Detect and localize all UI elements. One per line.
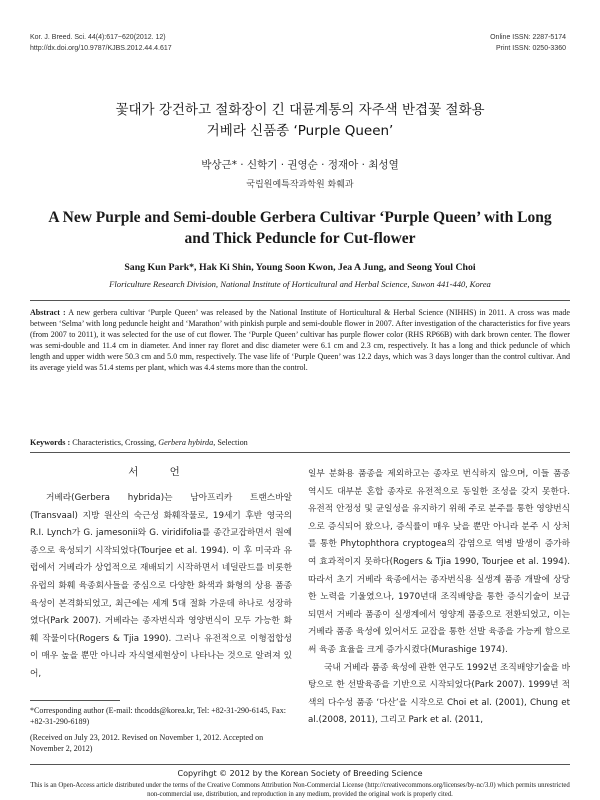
- korean-title-line2: 거베라 신품종 ‘Purple Queen’: [206, 123, 394, 139]
- english-title: [30, 207, 570, 249]
- english-authors: Sang Kun Park*, Hak Ki Shin, Young Soon Kwon, Jea A Jung, and Seong Youl Choi: [124, 262, 476, 273]
- korean-title: [0, 100, 600, 142]
- doi-link[interactable]: http://dx.doi.org/10.9787/KJBS.2012.44.4.617: [30, 45, 172, 52]
- keywords-italic: Gerbera hybirda: [158, 438, 214, 447]
- footnote-rule: [30, 700, 120, 701]
- print-issn: Print ISSN: 0250-3360: [495, 45, 566, 52]
- keywords-label: Keywords :: [30, 438, 71, 447]
- english-title-line2: and Thick Peduncle for Cut-flower: [184, 230, 416, 247]
- abstract-text: A new gerbera cultivar ‘Purple Queen’ was released by the National Institute of Horticultural & Herbal Science (NIHHS) in 2011. A cross was made between ‘Selma’ with long peduncle height and ‘Marathon’ with pinkish purple and semi-double flower in 2007. After investigation of the characteristics for five years (from 2007 to 2011), it was selected for the use of cut flower. The ‘Purple Queen’ cultivar has purple flower color (RHS RP66B) with dark brown center. The flower was semi-double and 11.4 cm in diameter. And inner ray floret and disc diameter were 6.1 cm and 2.3 cm, respectively. It has a long and thick peduncle of which length and upper width were 50.3 cm and 5.0 mm, respectively. The vase life of ‘Purple Queen’ was 12.2 days, which was 3 days longer than the control cultivar. And its average yield was 51.4 stems per plant, which was 4.4 stems more than the control.: [30, 308, 571, 373]
- abstract-label: Abstract :: [30, 308, 66, 317]
- journal-citation: Kor. J. Breed. Sci. 44(4):617~620(2012. 12): [30, 34, 166, 41]
- license-notice: This is an Open-Access article distributed under the terms of the Creative Commons Attribution Non-Commercial License (http://creativecommons.org/licenses/by-nc/3.0) which permits unrestricted non-commercial use, distribution, and reproduction in any medium, provided the original work is properly cited.: [30, 782, 570, 798]
- keywords: [30, 438, 570, 447]
- abstract-top-rule: [30, 300, 570, 301]
- received-dates-note: (Received on July 23, 2012. Revised on November 1, 2012. Accepted on November 2, 2012): [30, 733, 264, 753]
- corresponding-author-note: *Corresponding author (E-mail: thcodds@korea.kr, Tel: +82-31-290-6145, Fax: +82-31-290-6189): [30, 706, 286, 726]
- korean-title-line1: 꽃대가 강건하고 절화장이 긴 대륜계통의 자주색 반겹꽃 절화용: [115, 102, 485, 118]
- footer-rule: [30, 764, 570, 765]
- english-affiliation: Floriculture Research Division, National Institute of Horticultural and Herbal Science, Suwon 441-440, Korea: [109, 279, 491, 289]
- keywords-tail: , Selection: [213, 438, 248, 447]
- body-column-right: [308, 466, 570, 730]
- copyright-notice: Copyrihgt © 2012 by the Korean Society of Breeding Science: [177, 769, 423, 778]
- abstract: [30, 307, 570, 374]
- korean-authors: 박상근* · 신학기 · 권영순 · 정재아 · 최성열: [201, 159, 399, 171]
- keywords-text: Characteristics, Crossing,: [70, 438, 159, 447]
- online-issn: Online ISSN: 2287-5174: [490, 34, 566, 41]
- korean-affiliation: 국립원예특작과학원 화훼과: [246, 180, 354, 190]
- body-paragraph: 거베라(Gerbera hybrida)는 남아프리카 트랜스바알(Transvaal) 지방 원산의 숙근성 화훼작물로, 19세기 후반 영국의 R.I. Lynch가 G. jamesonii와 G. viridifolia를 종간교잡하면서 원예종으로 육성되기 시작되었다(Tourjee et al. 1994). 이 후 미국과 유럽에서 거베라가 상업적으로 재배되기 시작하면서 네덜란드를 비롯한 유럽의 화훼 육종회사들을 중심으로 다양한 화색과 화형의 상용 품종 육성이 본격화되었고, 최근에는 세계 5대 절화 가운데 하나로 성장하였다(Park 2007). 거베라는 종자번식과 영양번식이 모두 가능한 화훼 작물이다(Rogers & Tjia 1990). 그러나 유전적으로 이형접합성이 매우 높을 뿐만 아니라 자식열세현상이 나타나는 것으로 알려져 있어,: [30, 493, 292, 679]
- body-paragraph: 국내 거베라 품종 육성에 관한 연구도 1992년 조직배양기술을 바탕으로 한 선발육종을 기반으로 시작되었다(Park 2007). 1999년 적색의 다수성 품종 ‘다산’을 시작으로 Choi et al. (2001), Chung et al.(2008, 2011), 그리고 Park et al. (2011,: [308, 662, 570, 726]
- section-heading-introduction: 서 언: [128, 466, 194, 478]
- body-column-left: [30, 490, 292, 684]
- english-title-line1: A New Purple and Semi-double Gerbera Cultivar ‘Purple Queen’ with Long: [48, 209, 552, 226]
- running-header-right: [490, 32, 566, 54]
- body-paragraph: 일부 분화용 품종을 제외하고는 종자로 번식하지 않으며, 이들 품종 역시도 대부분 혼합 종자로 유전적으로 동일한 조성을 갖지 못한다. 유전적 안정성 및 균일성을 유지하기 위해 주로 분주를 통한 영양번식으로 증식되어 왔으나, 증식률이 매우 낮을 뿐만 아니라 분주 시 상처를 통한 Phytophthora cryptogea의 감염으로 역병 발생이 증가하여 효과적이지 못하다(Rogers & Tjia 1990, Tourjee et al. 1994). 따라서 초기 거베라 육종에서는 종자번식용 실생계 품종 개발에 상당한 노력을 기울였으나, 1970년대 조직배양을 통한 증식기술이 보급되면서 거베라 품종이 실생계에서 영양계 품종으로 전환되었고, 이는 거베라 품종 육성에 있어서도 교잡을 통한 선발 육종을 가능케 함으로써 육종 효율을 크게 증가시켰다(Murashige 1974).: [308, 469, 570, 655]
- running-header-left: [30, 32, 172, 54]
- abstract-bottom-rule: [30, 452, 570, 453]
